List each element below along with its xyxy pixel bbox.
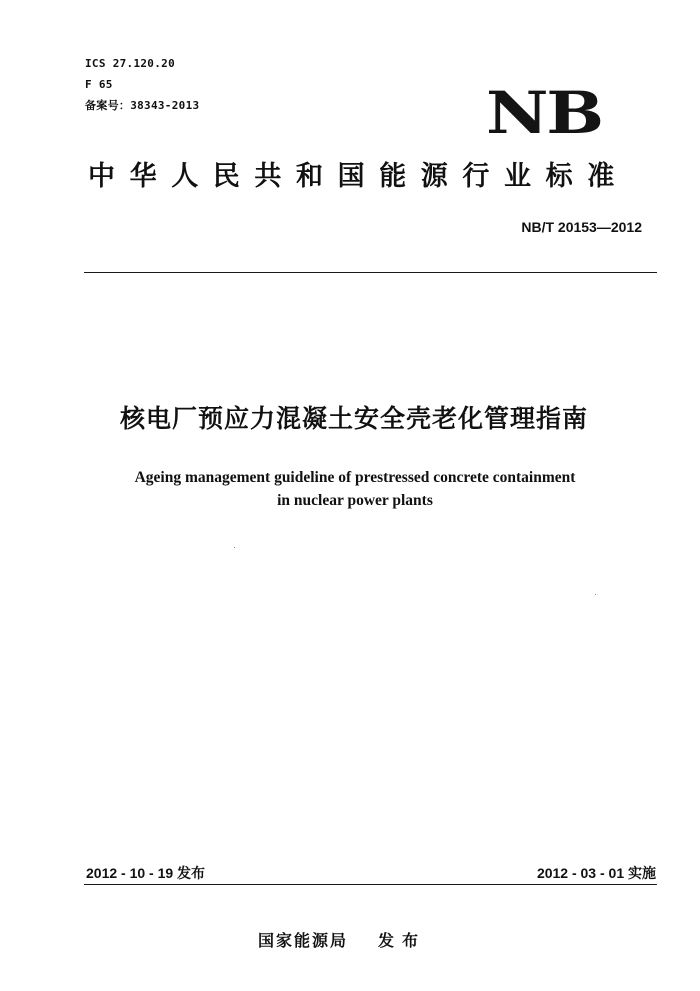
top-divider [84, 272, 657, 273]
classification-code: F 65 [85, 78, 113, 91]
standard-number: NB/T 20153—2012 [521, 219, 642, 235]
nb-logo: NB [486, 79, 602, 147]
bottom-divider [84, 884, 657, 885]
issuer-action: 发布 [378, 931, 427, 950]
ics-code: ICS 27.120.20 [85, 57, 175, 70]
issuer-block [258, 930, 426, 952]
document-title-chinese: 核电厂预应力混凝土安全壳老化管理指南 [119, 404, 588, 433]
record-number: 备案号：38343-2013 [85, 99, 200, 112]
issue-date: 2012 - 10 - 19 发布 [86, 865, 206, 881]
implementation-date: 2012 - 03 - 01 实施 [536, 865, 656, 881]
document-title-english-line2: in nuclear power plants [277, 492, 433, 509]
standard-category-title: 中华人民共和国能源行业标准 [88, 161, 629, 192]
document-title-english-line1: Ageing management guideline of prestressed concrete containment [134, 469, 576, 486]
scan-speck [234, 547, 235, 548]
scan-speck [595, 594, 596, 595]
issuer-name: 国家能源局 [258, 931, 349, 950]
